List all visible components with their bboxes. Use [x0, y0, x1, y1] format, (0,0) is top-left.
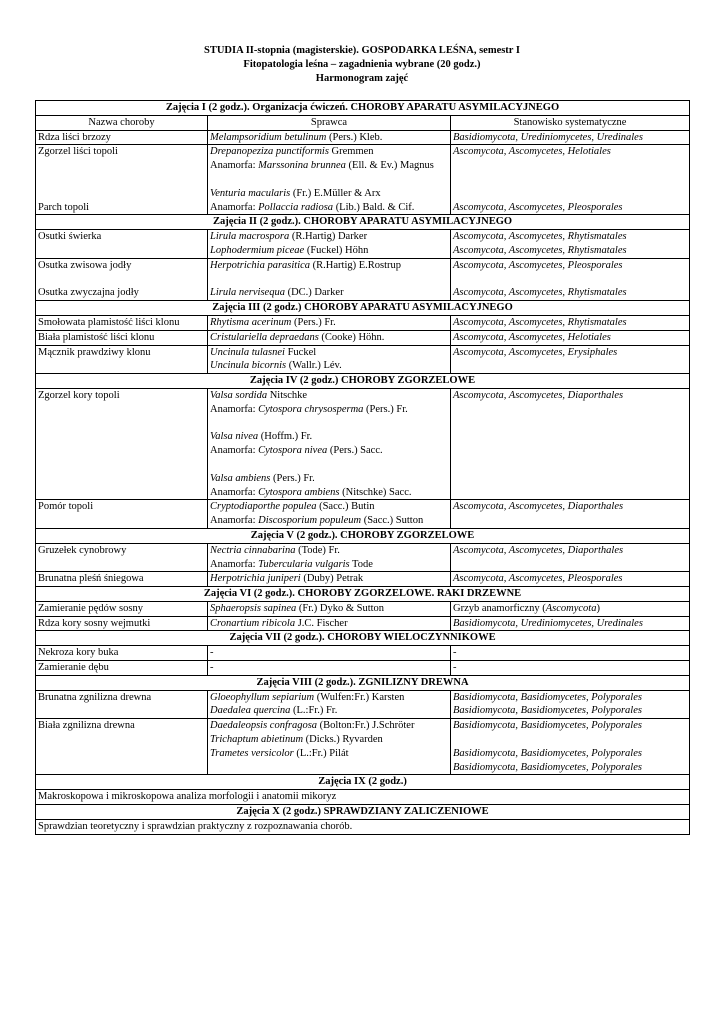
- taxonomy-line: Ascomycota, Ascomycetes, Pleosporales: [453, 201, 623, 213]
- taxonomy-line: Ascomycota, Ascomycetes, Helotiales: [453, 146, 611, 158]
- species-name: Uncinula bicornis: [210, 360, 287, 372]
- author-name: (Sacc.) Butin: [316, 501, 375, 513]
- species-name: Venturia macularis: [210, 187, 291, 199]
- header-line-2: Fitopatologia leśna – zagadnienia wybrane (20 godz.): [243, 59, 481, 70]
- table-row: [36, 258, 690, 300]
- pathogen-cell: -: [208, 646, 451, 661]
- author-name: (Ell. & Ev.) Magnus: [345, 160, 434, 172]
- author-name: Gremmen: [328, 146, 374, 158]
- taxonomy-cell: Ascomycota, Ascomycetes, Helotiales: [451, 330, 690, 345]
- species-name: Valsa nivea: [210, 431, 259, 443]
- disease-name: [36, 258, 208, 300]
- species-name: Trichaptum abietinum: [210, 734, 304, 746]
- taxonomy-line: Basidiomycota, Basidiomycetes, Polyporales: [453, 747, 642, 759]
- species-name: Uncinula tulasnei: [210, 346, 285, 358]
- table-row: [36, 388, 690, 499]
- author-name: (Sacc.) Sutton: [361, 515, 424, 527]
- disease-name: Biała plamistość liści klonu: [36, 330, 208, 345]
- species-name: Lophodermium piceae: [210, 244, 305, 256]
- disease-name: Zamieranie dębu: [36, 661, 208, 676]
- species-name: Discosporium populeum: [258, 515, 362, 527]
- pathogen-cell: [208, 345, 451, 374]
- species-name: Herpotrichia juniperi: [210, 573, 301, 585]
- table-row: [36, 543, 690, 572]
- section-heading: Zajęcia II (2 godz.). CHOROBY APARATU ASYMILACYJNEGO: [36, 215, 690, 230]
- taxonomy-cell: [451, 719, 690, 775]
- anamorph-label: Anamorfa:: [210, 486, 259, 498]
- column-header-pathogen: Sprawca: [208, 115, 451, 130]
- pathogen-cell: [208, 258, 451, 300]
- taxonomy-suffix: ): [596, 602, 600, 614]
- pathogen-cell: [208, 315, 451, 330]
- author-name: J.C. Fischer: [295, 617, 348, 629]
- species-name: Daedalea quercina: [210, 705, 291, 717]
- taxonomy-line: Basidiomycota, Basidiomycetes, Polyporales: [453, 720, 642, 732]
- taxonomy-line: Ascomycota, Ascomycetes, Pleosporales: [453, 259, 623, 271]
- table-row: [36, 572, 690, 587]
- author-name: Fuckel: [284, 346, 317, 358]
- pathogen-cell: [208, 145, 451, 215]
- disease-name: Biała zgnilizna drewna: [36, 719, 208, 775]
- table-row: [36, 690, 690, 719]
- section-heading: Zajęcia VI (2 godz.). CHOROBY ZGORZELOWE. RAKI DRZEWNE: [36, 587, 690, 602]
- taxonomy-prefix: Grzyb anamorficzny (: [453, 602, 546, 614]
- taxonomy-cell: [451, 690, 690, 719]
- section-heading: Zajęcia X (2 godz.) SPRAWDZIANY ZALICZENIOWE: [36, 805, 690, 820]
- species-name: Melampsoridium betulinum: [210, 131, 327, 143]
- pathogen-cell: [208, 130, 451, 145]
- author-name: (Pers.) Sacc.: [327, 445, 383, 457]
- author-name: (R.Hartig) E.Rostrup: [310, 259, 402, 271]
- author-name: (Pers.) Kleb.: [326, 131, 383, 143]
- table-row: [36, 230, 690, 259]
- species-name: Pollaccia radiosa: [258, 201, 334, 213]
- section-heading: Zajęcia IV (2 godz.) CHOROBY ZGORZELOWE: [36, 374, 690, 389]
- taxonomy-cell: Ascomycota, Ascomycetes, Pleosporales: [451, 572, 690, 587]
- taxonomy-line: Ascomycota, Ascomycetes, Rhytismatales: [453, 231, 627, 243]
- taxonomy-cell: Basidiomycota, Urediniomycetes, Uredinales: [451, 130, 690, 145]
- author-name: (Tode) Fr.: [295, 544, 340, 556]
- author-name: (Duby) Petrak: [300, 573, 364, 585]
- disease-name: [36, 145, 208, 215]
- species-name: Marssonina brunnea: [258, 160, 346, 172]
- taxonomy-cell: [451, 601, 690, 616]
- taxonomy-cell: Ascomycota, Ascomycetes, Diaporthales: [451, 388, 690, 499]
- species-name: Valsa sordida: [210, 389, 268, 401]
- disease-name: Nekroza kory buka: [36, 646, 208, 661]
- taxonomy-cell: [451, 145, 690, 215]
- pathogen-cell: [208, 601, 451, 616]
- disease-name: Mącznik prawdziwy klonu: [36, 345, 208, 374]
- species-name: Rhytisma acerinum: [210, 316, 292, 328]
- anamorph-label: Anamorfa:: [210, 403, 259, 415]
- author-name: (Hoffm.) Fr.: [258, 431, 313, 443]
- taxonomy-cell: Ascomycota, Ascomycetes, Diaporthales: [451, 543, 690, 572]
- pathogen-cell: [208, 543, 451, 572]
- species-name: Cytospora ambiens: [258, 486, 340, 498]
- disease-name-line: Parch topoli: [38, 201, 90, 213]
- disease-name: Zamieranie pędów sosny: [36, 601, 208, 616]
- header-line-1: STUDIA II-stopnia (magisterskie). GOSPODARKA LEŚNA, semestr I: [204, 45, 520, 56]
- table-row: [36, 345, 690, 374]
- author-name: (Fr.) E.Müller & Arx: [290, 187, 381, 199]
- author-name: (L.:Fr.) Pilát: [293, 747, 349, 759]
- taxonomy-line: Ascomycota, Ascomycetes, Rhytismatales: [453, 244, 627, 256]
- disease-name: Rdza kory sosny wejmutki: [36, 616, 208, 631]
- taxonomy-line: Basidiomycota, Basidiomycetes, Polyporales: [453, 761, 642, 773]
- taxonomy-cell: Ascomycota, Ascomycetes, Diaporthales: [451, 500, 690, 529]
- section-heading: Zajęcia III (2 godz.) CHOROBY APARATU ASYMILACYJNEGO: [36, 301, 690, 316]
- table-row: [36, 330, 690, 345]
- pathogen-cell: [208, 388, 451, 499]
- author-name: Nitschke: [267, 389, 308, 401]
- document-header: [0, 44, 724, 86]
- table-row: [36, 719, 690, 775]
- section-heading: Zajęcia IX (2 godz.): [36, 775, 690, 790]
- taxonomy-line: Basidiomycota, Basidiomycetes, Polyporales: [453, 691, 642, 703]
- section-heading: Zajęcia VII (2 godz.). CHOROBY WIELOCZYNNIKOWE: [36, 631, 690, 646]
- disease-name: Rdza liści brzozy: [36, 130, 208, 145]
- disease-name: Pomór topoli: [36, 500, 208, 529]
- pathogen-cell: [208, 330, 451, 345]
- disease-name: Smołowata plamistość liści klonu: [36, 315, 208, 330]
- species-name: Nectria cinnabarina: [210, 544, 296, 556]
- section-heading: Zajęcia I (2 godz.). Organizacja ćwiczeń. CHOROBY APARATU ASYMILACYJNEGO: [36, 101, 690, 116]
- schedule-table: [35, 100, 690, 835]
- author-name: (Pers.) Fr.: [270, 472, 315, 484]
- session-description: Makroskopowa i mikroskopowa analiza morfologii i anatomii mikoryz: [36, 790, 690, 805]
- species-name: Valsa ambiens: [210, 472, 271, 484]
- author-name: (Pers.) Fr.: [363, 403, 408, 415]
- disease-name: Osutki świerka: [36, 230, 208, 259]
- species-name: Cytospora nivea: [258, 445, 328, 457]
- species-name: Lirula nervisequa: [210, 287, 285, 299]
- taxonomy-line: Ascomycota, Ascomycetes, Rhytismatales: [453, 287, 627, 299]
- table-row: [36, 616, 690, 631]
- species-name: Lirula macrospora: [210, 231, 290, 243]
- taxonomy-cell: Ascomycota, Ascomycetes, Rhytismatales: [451, 315, 690, 330]
- species-name: Cronartium ribicola: [210, 617, 296, 629]
- species-name: Daedaleopsis confragosa: [210, 720, 318, 732]
- section-heading: Zajęcia VIII (2 godz.). ZGNILIZNY DREWNA: [36, 675, 690, 690]
- author-name: (R.Hartig) Darker: [289, 231, 368, 243]
- species-name: Trametes versicolor: [210, 747, 294, 759]
- column-header-disease: Nazwa choroby: [36, 115, 208, 130]
- author-name: (DC.) Darker: [284, 287, 344, 299]
- table-row: [36, 315, 690, 330]
- pathogen-cell: -: [208, 661, 451, 676]
- species-name: Sphaeropsis sapinea: [210, 602, 297, 614]
- session-description: Sprawdzian teoretyczny i sprawdzian praktyczny z rozpoznawania chorób.: [36, 819, 690, 834]
- table-row: [36, 646, 690, 661]
- disease-name-line: Zgorzel liści topoli: [38, 146, 118, 158]
- pathogen-cell: [208, 572, 451, 587]
- author-name: (Cooke) Höhn.: [318, 331, 385, 343]
- pathogen-cell: [208, 616, 451, 631]
- author-name: (L.:Fr.) Fr.: [290, 705, 338, 717]
- species-name: Gloeophyllum sepiarium: [210, 691, 315, 703]
- author-name: Tode: [349, 558, 373, 570]
- taxonomy-cell: [451, 230, 690, 259]
- species-name: Cryptodiaporthe populea: [210, 501, 317, 513]
- taxonomy-cell: -: [451, 646, 690, 661]
- author-name: (Nitschke) Sacc.: [339, 486, 412, 498]
- author-name: (Dicks.) Ryvarden: [303, 734, 383, 746]
- taxonomy-cell: [451, 258, 690, 300]
- disease-name-line: Osutka zwisowa jodły: [38, 259, 132, 271]
- anamorph-label: Anamorfa:: [210, 445, 259, 457]
- anamorph-label: Anamorfa:: [210, 160, 259, 172]
- species-name: Cytospora chrysosperma: [258, 403, 364, 415]
- section-heading: Zajęcia V (2 godz.). CHOROBY ZGORZELOWE: [36, 528, 690, 543]
- disease-name: Gruzełek cynobrowy: [36, 543, 208, 572]
- author-name: (Lib.) Bald. & Cif.: [333, 201, 415, 213]
- pathogen-cell: [208, 230, 451, 259]
- pathogen-cell: [208, 719, 451, 775]
- species-name: Tubercularia vulgaris: [258, 558, 350, 570]
- taxonomy-cell: Ascomycota, Ascomycetes, Erysiphales: [451, 345, 690, 374]
- table-row: [36, 601, 690, 616]
- disease-name: Brunatna pleśń śniegowa: [36, 572, 208, 587]
- pathogen-cell: [208, 500, 451, 529]
- author-name: (Fuckel) Höhn: [304, 244, 369, 256]
- anamorph-label: Anamorfa:: [210, 515, 259, 527]
- pathogen-cell: [208, 690, 451, 719]
- disease-name-line: Osutka zwyczajna jodły: [38, 287, 139, 299]
- table-row: [36, 790, 690, 805]
- taxonomy-cell: Basidiomycota, Urediniomycetes, Uredinales: [451, 616, 690, 631]
- taxonomy-line: Basidiomycota, Basidiomycetes, Polyporales: [453, 705, 642, 717]
- table-row: [36, 819, 690, 834]
- taxonomy-cell: -: [451, 661, 690, 676]
- anamorph-label: Anamorfa:: [210, 558, 259, 570]
- anamorph-label: Anamorfa:: [210, 201, 259, 213]
- disease-name: Brunatna zgnilizna drewna: [36, 690, 208, 719]
- disease-name: Zgorzel kory topoli: [36, 388, 208, 499]
- taxonomy-italic: Ascomycota: [545, 602, 597, 614]
- author-name: (Pers.) Fr.: [291, 316, 336, 328]
- species-name: Drepanopeziza punctiformis: [210, 146, 329, 158]
- header-line-3: Harmonogram zajęć: [315, 73, 409, 84]
- species-name: Cristulariella depraedans: [210, 331, 319, 343]
- species-name: Herpotrichia parasitica: [210, 259, 311, 271]
- author-name: (Wallr.) Lév.: [286, 360, 342, 372]
- author-name: (Fr.) Dyko & Sutton: [296, 602, 385, 614]
- table-row: [36, 661, 690, 676]
- author-name: (Bolton:Fr.) J.Schröter: [317, 720, 415, 732]
- table-row: [36, 500, 690, 529]
- table-row: [36, 145, 690, 215]
- table-row: [36, 130, 690, 145]
- author-name: (Wulfen:Fr.) Karsten: [314, 691, 405, 703]
- column-header-taxonomy: Stanowisko systematyczne: [451, 115, 690, 130]
